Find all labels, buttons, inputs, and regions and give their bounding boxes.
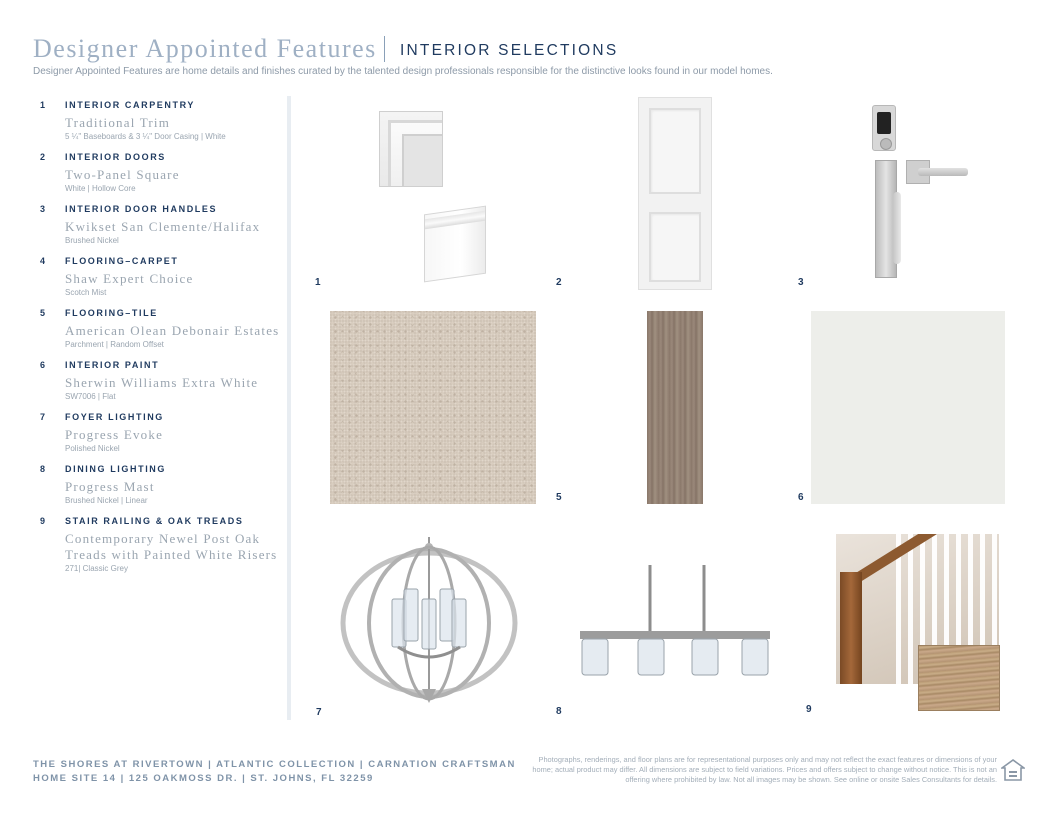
image-number: 9 (806, 704, 812, 715)
selection-name: Contemporary Newel Post Oak Treads with Painted White Risers (65, 531, 278, 562)
selection-item (40, 410, 280, 454)
selection-name: Progress Mast (65, 479, 155, 494)
door-panel (649, 212, 701, 282)
door-panel (649, 108, 701, 194)
image-number: 3 (798, 277, 804, 288)
smart-lock-keypad-image (872, 105, 896, 151)
selection-category: INTERIOR CARPENTRY (65, 100, 195, 110)
selection-number: 6 (40, 360, 46, 370)
image-number: 2 (556, 277, 562, 288)
selection-detail: Parchment | Random Offset (65, 340, 164, 349)
selection-name: Progress Evoke (65, 427, 164, 442)
selection-item (40, 254, 280, 298)
selection-number: 7 (40, 412, 46, 422)
selection-item (40, 150, 280, 194)
door-casing-image (379, 111, 443, 187)
selection-detail: Polished Nickel (65, 444, 120, 453)
selection-name: Shaw Expert Choice (65, 271, 194, 286)
selection-category: FLOORING–CARPET (65, 256, 179, 266)
selection-item (40, 202, 280, 246)
community-line: THE SHORES AT RIVERTOWN | ATLANTIC COLLECTION | CARNATION CRAFTSMAN (33, 759, 516, 770)
community-info (33, 758, 516, 786)
selection-number: 5 (40, 308, 46, 318)
oak-tread-sample-image (918, 645, 1000, 711)
selection-category: INTERIOR DOORS (65, 152, 166, 162)
image-number: 1 (315, 277, 321, 288)
selection-name: Two-Panel Square (65, 167, 180, 182)
selection-number: 3 (40, 204, 46, 214)
selection-name: Kwikset San Clemente/Halifax (65, 219, 261, 234)
column-divider (287, 96, 291, 720)
selection-item (40, 358, 280, 402)
page-title: Designer Appointed Features (33, 34, 377, 63)
selection-category: DINING LIGHTING (65, 464, 166, 474)
selection-category: FOYER LIGHTING (65, 412, 164, 422)
image-number: 8 (556, 706, 562, 717)
equal-housing-opportunity-icon (1001, 759, 1025, 781)
selection-item (40, 514, 280, 574)
selection-detail: 271| Classic Grey (65, 564, 128, 573)
selection-number: 9 (40, 516, 46, 526)
image-number: 6 (798, 492, 804, 503)
carpet-swatch-image (330, 311, 536, 504)
selection-category: INTERIOR DOOR HANDLES (65, 204, 218, 214)
selection-category: STAIR RAILING & OAK TREADS (65, 516, 244, 526)
selection-item (40, 98, 280, 142)
image-number: 7 (316, 707, 322, 718)
linear-pendant-image (580, 565, 770, 677)
selection-detail: SW7006 | Flat (65, 392, 116, 401)
selection-detail: Brushed Nickel | Linear (65, 496, 148, 505)
baseboard-image (424, 206, 486, 283)
selection-item (40, 462, 280, 506)
title-divider (384, 36, 385, 62)
lever-handle-image (918, 168, 968, 176)
disclaimer-text: Photographs, renderings, and floor plans are for representational purposes only and may not reflect the exact features or dimensions of your home; actual product may differ. All dimensions are subject to field variations. Prices and offers subject to change without notice. This is not an offering where prohibited by law. Not all images may be shown. See online or onsite Sales Consultants for details. (532, 755, 997, 784)
selection-number: 2 (40, 152, 46, 162)
paint-swatch-image (811, 311, 1005, 504)
selection-detail: White | Hollow Core (65, 184, 136, 193)
two-panel-door-image (638, 97, 712, 290)
selections-list (40, 98, 280, 582)
handleset-grip (893, 192, 901, 264)
selection-name: Traditional Trim (65, 115, 171, 130)
selection-detail: Scotch Mist (65, 288, 107, 297)
intro-text: Designer Appointed Features are home details and finishes curated by the talented design professionals responsible for the distinctive looks found in our model homes. (33, 66, 773, 77)
image-number: 5 (556, 492, 562, 503)
newel-post (840, 572, 862, 684)
wood-look-tile-image (647, 311, 703, 504)
selection-name: American Olean Debonair Estates (65, 323, 280, 338)
selection-number: 8 (40, 464, 46, 474)
selection-category: FLOORING–TILE (65, 308, 158, 318)
page-subtitle: INTERIOR SELECTIONS (400, 42, 619, 59)
selection-number: 1 (40, 100, 46, 110)
selection-category: INTERIOR PAINT (65, 360, 160, 370)
orb-chandelier-image (336, 537, 522, 705)
selection-number: 4 (40, 256, 46, 266)
selection-item (40, 306, 280, 350)
address-line: HOME SITE 14 | 125 OAKMOSS DR. | ST. JOHNS, FL 32259 (33, 773, 374, 784)
selection-name: Sherwin Williams Extra White (65, 375, 259, 390)
selection-detail: Brushed Nickel (65, 236, 119, 245)
selection-detail: 5 ¼" Baseboards & 3 ¼" Door Casing | White (65, 132, 226, 141)
